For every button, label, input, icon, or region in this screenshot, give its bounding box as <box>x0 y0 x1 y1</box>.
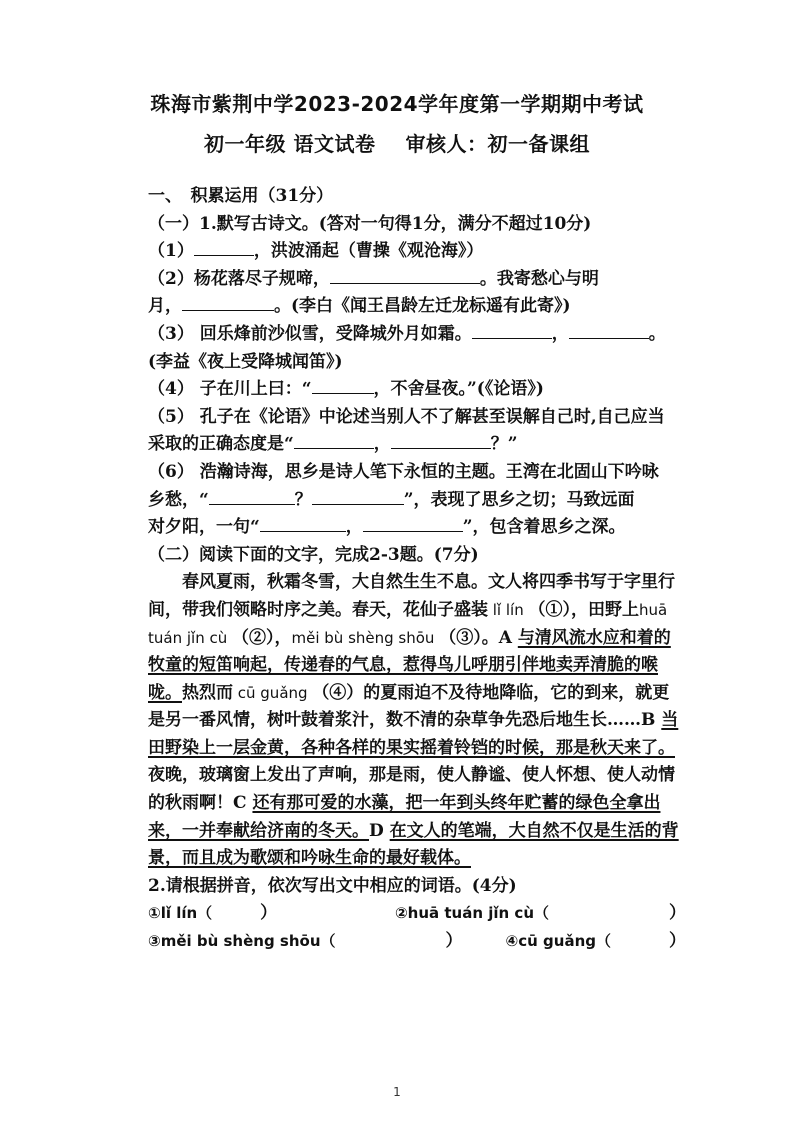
answer-blank[interactable] <box>182 293 274 311</box>
underlined-sentence-c: 还有那可爱的水藻，把一年到头终年贮蓄的绿色全拿出来，一并奉献给济南的冬天。 <box>148 793 661 841</box>
answer-blank[interactable] <box>363 514 463 532</box>
exam-content <box>148 183 686 956</box>
reading-passage: 春风夏雨，秋霜冬雪，大自然生生不息。文人将四季书写于字里行间，带我们领略时序之美。春天，花仙子盛装 lǐ lín （①），田野上huā tuán jǐn cù （②），měi bù shèng shōu （③）。A 与清风流水应和着的牧童的短笛响起，传递春的气息，惹得鸟儿呼朋引伴地卖弄清脆的喉咙。热烈而 cū guǎng （④）的夏雨迫不及待地降临，它的到来，就更是另一番风情，树叶鼓着浆汁，数不清的杂草争先恐后地生长……B 当田野染上一层金黄，各种各样的果实摇着铃铛的时候，那是秋天来了。夜晚，玻璃窗上发出了声响，那是雨，使人静谧、使人怀想、使人动情的秋雨啊！C 还有那可爱的水藻，把一年到头终年贮蓄的绿色全拿出来，一并奉献给济南的冬天。D 在文人的笔端，大自然不仅是生活的背景，而且成为歌颂和吟咏生命的最好载体。 <box>148 572 679 869</box>
answer-row-2 <box>148 928 686 956</box>
page-number: 1 <box>393 1085 401 1099</box>
underlined-sentence-a: 与清风流水应和着的牧童的短笛响起，传递春的气息，惹得鸟儿呼朋引伴地卖弄清脆的喉咙。 <box>148 627 671 703</box>
grade-subject: 初一年级 语文试卷 <box>204 132 376 156</box>
answer-blank[interactable] <box>209 487 295 505</box>
answer-item-2: ②huā tuán jǐn cù（ ） <box>394 903 686 924</box>
question-2-heading: 2.请根据拼音，依次写出文中相应的词语。(4分) <box>148 875 517 896</box>
answer-item-3: ③měi bù shèng shōu（ ） <box>148 931 463 952</box>
question-1-2: （2）杨花落尽子规啼， 。我寄愁心与明 月， 。(李白《闻王昌龄左迁龙标遥有此寄》) <box>148 266 686 321</box>
answer-item-1: ①lǐ lín（ ） <box>148 903 278 924</box>
underlined-sentence-b: 当田野染上一层金黄，各种各样的果实摇着铃铛的时候，那是秋天来了。 <box>148 710 679 758</box>
underlined-sentence-d: 在文人的笔端，大自然不仅是生活的背景，而且成为歌颂和吟咏生命的最好载体。 <box>148 820 679 869</box>
pinyin: lǐ lín <box>488 600 529 619</box>
exam-subtitle <box>0 128 794 157</box>
question-1-1: （1） ，洪波涌起（曹操《观沧海》） <box>148 238 686 266</box>
reviewer: 审核人：初一备课组 <box>405 132 590 156</box>
answer-blank[interactable] <box>330 266 480 284</box>
question-1-6: （6） 浩瀚诗海，思乡是诗人笔下永恒的主题。王湾在北固山下吟咏 乡愁，“ ？ ”，表现了思乡之切；马致远面 对夕阳，一句“ ， ”，包含着思乡之深。 <box>148 461 659 538</box>
pinyin: cū guǎng <box>233 683 313 702</box>
question-1-5: （5） 孔子在《论语》中论述当别人不了解甚至误解自己时,自己应当 采取的正确态度是“ ， ？” <box>148 406 665 455</box>
question-1-3: （3） 回乐烽前沙似雪，受降城外月如霜。 ， 。 (李益《夜上受降城闻笛》) <box>148 321 686 376</box>
pinyin: měi bù shèng shōu <box>291 628 440 647</box>
answer-item-4: ④cū guǎng（ ） <box>505 931 686 952</box>
answer-blank[interactable] <box>294 431 374 449</box>
answer-blank[interactable] <box>312 376 374 394</box>
answer-row-1 <box>148 900 686 928</box>
answer-blank[interactable] <box>260 514 346 532</box>
part2-heading: （二）阅读下面的文字，完成2-3题。(7分) <box>148 544 479 565</box>
answer-blank[interactable] <box>194 238 254 256</box>
part1-heading: （一）1.默写古诗文。(答对一句得1分，满分不超过10分) <box>148 213 592 234</box>
question-1-4: （4） 子在川上曰：“ ，不舍昼夜。”(《论语》) <box>148 376 686 404</box>
pinyin: huā tuán jǐn cù <box>148 600 668 647</box>
answer-blank[interactable] <box>312 487 404 505</box>
answer-blank[interactable] <box>569 321 649 339</box>
answer-blank[interactable] <box>472 321 552 339</box>
section-heading: 一、 积累运用（31分） <box>148 186 334 206</box>
exam-title: 珠海市紫荆中学2023-2024学年度第一学期期中考试 <box>150 92 644 116</box>
answer-blank[interactable] <box>391 431 491 449</box>
